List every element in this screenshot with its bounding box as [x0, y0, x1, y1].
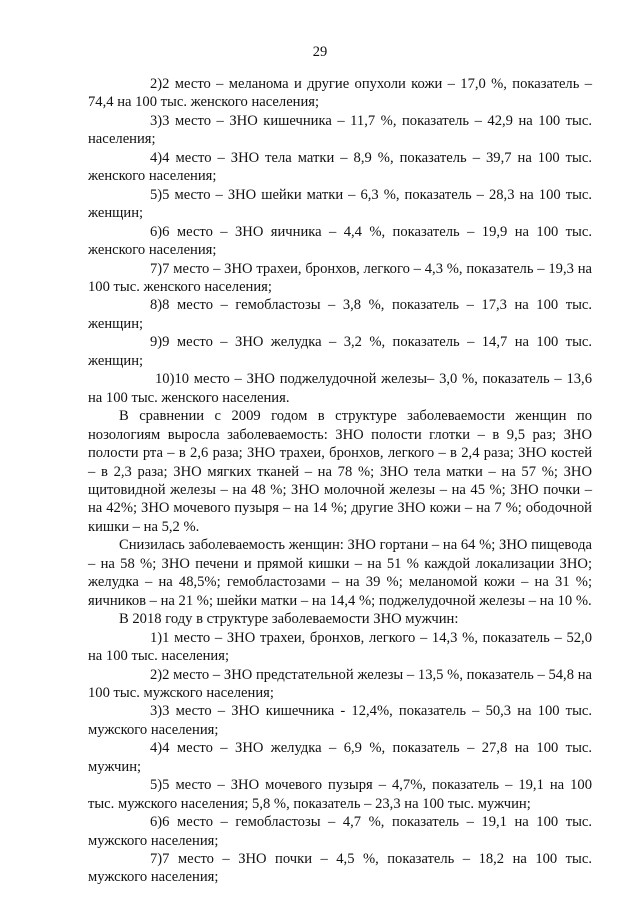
list-item-text: 10 место – ЗНО поджелудочной железы– 3,0 %, показатель – 13,6 на 100 тыс. женского населения.	[88, 371, 592, 406]
list-item-text: 4 место – ЗНО желудка – 6,9 %, показатель – 27,8 на 100 тыс. мужчин;	[88, 740, 592, 775]
list-item-text: 3 место – ЗНО кишечника - 12,4%, показатель – 50,3 на 100 тыс. мужского населения;	[88, 703, 592, 738]
list-item-text: 5 место – ЗНО шейки матки – 6,3 %, показатель – 28,3 на 100 тыс. женщин;	[88, 186, 592, 222]
list-item-text: 5 место – ЗНО мочевого пузыря – 4,7%, показатель – 19,1 на 100 тыс. мужского населения; 5,8 %, показатель – 23,3 на 100 тыс. мужчин;	[88, 777, 592, 812]
list-item-number: 5)	[150, 186, 163, 203]
list-item-number: 9)	[150, 334, 163, 351]
list-item	[88, 186, 592, 223]
list-item-text: 7 место – ЗНО почки – 4,5 %, показатель – 18,2 на 100 тыс. мужского населения;	[88, 851, 592, 886]
list-item-text: 6 место – гемобластозы – 4,7 %, показатель – 19,1 на 100 тыс. мужского населения;	[88, 814, 592, 849]
list-item	[88, 629, 592, 666]
page-number: 29	[312, 44, 328, 60]
list-item	[88, 702, 592, 739]
list-item-number: 8)	[150, 297, 163, 314]
list-item-text: 4 место – ЗНО тела матки – 8,9 %, показатель – 39,7 на 100 тыс. женского населения;	[88, 149, 592, 185]
list-item-text: 9 место – ЗНО желудка – 3,2 %, показатель – 14,7 на 100 тыс. женщин;	[88, 334, 592, 369]
list-item	[88, 223, 592, 260]
list-item	[88, 260, 592, 297]
document-body	[88, 75, 592, 887]
list-item-number: 5)	[150, 777, 163, 794]
list-item-number: 6)	[150, 814, 163, 831]
list-item-number: 7)	[150, 260, 163, 277]
list-item	[88, 813, 592, 850]
comparison-paragraph: В сравнении с 2009 годом в структуре заболеваемости женщин по нозологиям выросла заболеваемость: ЗНО полости глотки – в 9,5 раз; ЗНО полости рта – в 2,6 раза; ЗНО трахеи, бронхов, легкого – в 2,4 раза; ЗНО костей – в 2,3 раза; ЗНО мягких тканей – на 78 %; ЗНО тела матки – на 57 %; ЗНО щитовидной железы – на 48 %; ЗНО молочной железы – на 45 %; ЗНО почки – на 42%; ЗНО мочевого пузыря – на 14 %; другие ЗНО кожи – на 7 %; ободочной кишки – на 5,2 %.	[88, 408, 592, 535]
list-item-text: 7 место – ЗНО трахеи, бронхов, легкого – 4,3 %, показатель – 19,3 на 100 тыс. женского населения;	[88, 260, 592, 295]
list-item-text: 2 место – меланома и другие опухоли кожи – 17,0 %, показатель – 74,4 на 100 тыс. женского населения;	[88, 76, 592, 111]
list-item	[88, 333, 592, 370]
list-item	[88, 666, 592, 703]
list-item-text: 8 место – гемобластозы – 3,8 %, показатель – 17,3 на 100 тыс. женщин;	[88, 297, 592, 332]
men-section-heading: В 2018 году в структуре заболеваемости ЗНО мужчин:	[119, 611, 459, 628]
list-item	[88, 149, 592, 186]
list-item-number: 4)	[150, 740, 163, 757]
list-item-text: 1 место – ЗНО трахеи, бронхов, легкого – 14,3 %, показатель – 52,0 на 100 тыс. населения;	[88, 629, 592, 665]
list-item-number: 2)	[150, 666, 163, 683]
list-item-number: 2)	[150, 76, 163, 92]
list-item-number: 3)	[150, 112, 163, 129]
list-item-number: 4)	[150, 149, 163, 166]
list-item	[88, 850, 592, 887]
list-item	[88, 739, 592, 776]
list-item-number: 6)	[150, 223, 163, 240]
list-item	[88, 75, 592, 112]
list-item-number: 3)	[150, 703, 163, 720]
list-item-text: 6 место – ЗНО яичника – 4,4 %, показатель – 19,9 на 100 тыс. женского населения;	[88, 223, 592, 259]
list-item	[88, 370, 592, 407]
list-item	[88, 296, 592, 333]
list-item-number: 7)	[150, 851, 163, 868]
list-item-number: 1)	[150, 629, 163, 646]
list-item	[88, 776, 592, 813]
list-item-number: 10)	[155, 371, 175, 388]
list-item-text: 3 место – ЗНО кишечника – 11,7 %, показатель – 42,9 на 100 тыс. населения;	[88, 112, 592, 148]
list-item-text: 2 место – ЗНО предстательной железы – 13,5 %, показатель – 54,8 на 100 тыс. мужского населения;	[88, 666, 592, 701]
list-item	[88, 112, 592, 149]
decrease-paragraph: Снизилась заболеваемость женщин: ЗНО гортани – на 64 %; ЗНО пищевода – на 58 %; ЗНО печени и прямой кишки – на 51 % каждой локализации ЗНО; желудка – на 48,5%; гемобластозами – на 39 %; меланомой кожи – на 31 %; яичников – на 21 %; шейки матки – на 14,4 %; поджелудочной железы – на 10 %.	[88, 537, 592, 609]
